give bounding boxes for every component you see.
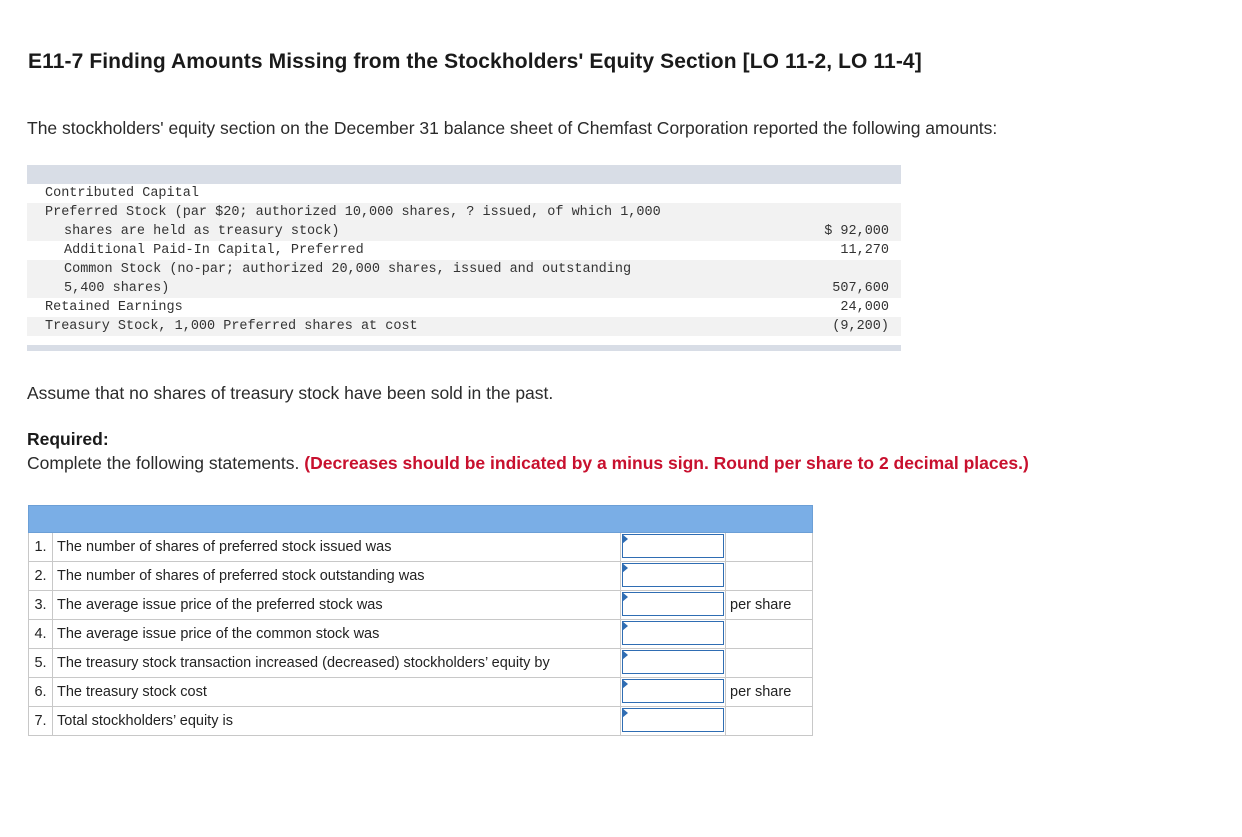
required-instruction: [27, 453, 1029, 474]
equity-row-label: 5,400 shares): [64, 281, 170, 296]
statement-text: The treasury stock cost: [57, 684, 207, 700]
equity-row-label: Preferred Stock (par $20; authorized 10,000 shares, ? issued, of which 1,000: [45, 205, 661, 220]
statement-row: [28, 649, 813, 678]
statement-row: [28, 707, 813, 736]
equity-table-bottom-bar: [27, 345, 901, 351]
required-heading: Required:: [27, 429, 109, 449]
equity-table: [27, 165, 901, 352]
answer-cell: [620, 649, 726, 677]
equity-row-amount: 507,600: [832, 281, 889, 296]
statement-text: The number of shares of preferred stock issued was: [57, 539, 392, 555]
instruction-text: Complete the following statements.: [27, 453, 300, 473]
statement-row: [28, 533, 813, 562]
equity-row: [27, 203, 901, 222]
equity-row: [27, 184, 901, 203]
equity-row-amount: 24,000: [840, 300, 889, 315]
statement-row: [28, 591, 813, 620]
statement-number: 4.: [29, 620, 53, 648]
input-marker-icon: [622, 679, 628, 689]
statement-number: 7.: [29, 707, 53, 735]
equity-row-amount: (9,200): [832, 319, 889, 334]
assumption-text: Assume that no shares of treasury stock have been sold in the past.: [27, 383, 554, 403]
statement-number: 3.: [29, 591, 53, 619]
equity-row: [27, 317, 901, 336]
answer-input[interactable]: [622, 592, 724, 616]
answer-input[interactable]: [622, 534, 724, 558]
statement-unit: per share: [730, 684, 792, 700]
statement-text: The average issue price of the common stock was: [57, 626, 380, 642]
input-marker-icon: [622, 563, 628, 573]
statement-number: 1.: [29, 533, 53, 561]
statement-text: The average issue price of the preferred stock was: [57, 597, 383, 613]
input-marker-icon: [622, 708, 628, 718]
statement-text: Total stockholders’ equity is: [57, 713, 233, 729]
answer-cell: [620, 678, 726, 706]
equity-row-label: Additional Paid-In Capital, Preferred: [64, 243, 364, 258]
input-marker-icon: [622, 534, 628, 544]
answer-table-header: [28, 505, 813, 533]
equity-row: [27, 279, 901, 298]
instruction-note: (Decreases should be indicated by a minus sign. Round per share to 2 decimal places.): [304, 453, 1029, 473]
statement-unit: per share: [730, 597, 792, 613]
statement-number: 5.: [29, 649, 53, 677]
intro-text: The stockholders' equity section on the December 31 balance sheet of Chemfast Corporation reported the following amounts:: [27, 118, 998, 138]
answer-cell: [620, 707, 726, 735]
statement-number: 2.: [29, 562, 53, 590]
equity-row: [27, 298, 901, 317]
equity-row-label: Common Stock (no-par; authorized 20,000 shares, issued and outstanding: [64, 262, 632, 277]
statement-text: The number of shares of preferred stock outstanding was: [57, 568, 425, 584]
statement-text: The treasury stock transaction increased (decreased) stockholders’ equity by: [57, 655, 550, 671]
input-marker-icon: [622, 592, 628, 602]
answer-cell: [620, 591, 726, 619]
answer-input[interactable]: [622, 650, 724, 674]
equity-row-label: shares are held as treasury stock): [64, 224, 340, 239]
input-marker-icon: [622, 650, 628, 660]
answer-cell: [620, 562, 726, 590]
answer-input[interactable]: [622, 563, 724, 587]
equity-row-label: Contributed Capital: [45, 186, 199, 201]
answer-input[interactable]: [622, 621, 724, 645]
input-marker-icon: [622, 621, 628, 631]
statement-row: [28, 562, 813, 591]
answer-input[interactable]: [622, 679, 724, 703]
equity-row-label: Treasury Stock, 1,000 Preferred shares at cost: [45, 319, 418, 334]
page-title: E11-7 Finding Amounts Missing from the Stockholders' Equity Section [LO 11-2, LO 11-4]: [28, 50, 922, 73]
equity-row-amount: $ 92,000: [824, 224, 889, 239]
answer-cell: [620, 620, 726, 648]
answer-input[interactable]: [622, 708, 724, 732]
equity-row: [27, 222, 901, 241]
statement-row: [28, 678, 813, 707]
statement-number: 6.: [29, 678, 53, 706]
equity-row-amount: 11,270: [840, 243, 889, 258]
equity-table-top-bar: [27, 165, 901, 184]
equity-row-label: Retained Earnings: [45, 300, 183, 315]
answer-cell: [620, 533, 726, 561]
statement-row: [28, 620, 813, 649]
equity-row: [27, 260, 901, 279]
equity-row: [27, 241, 901, 260]
